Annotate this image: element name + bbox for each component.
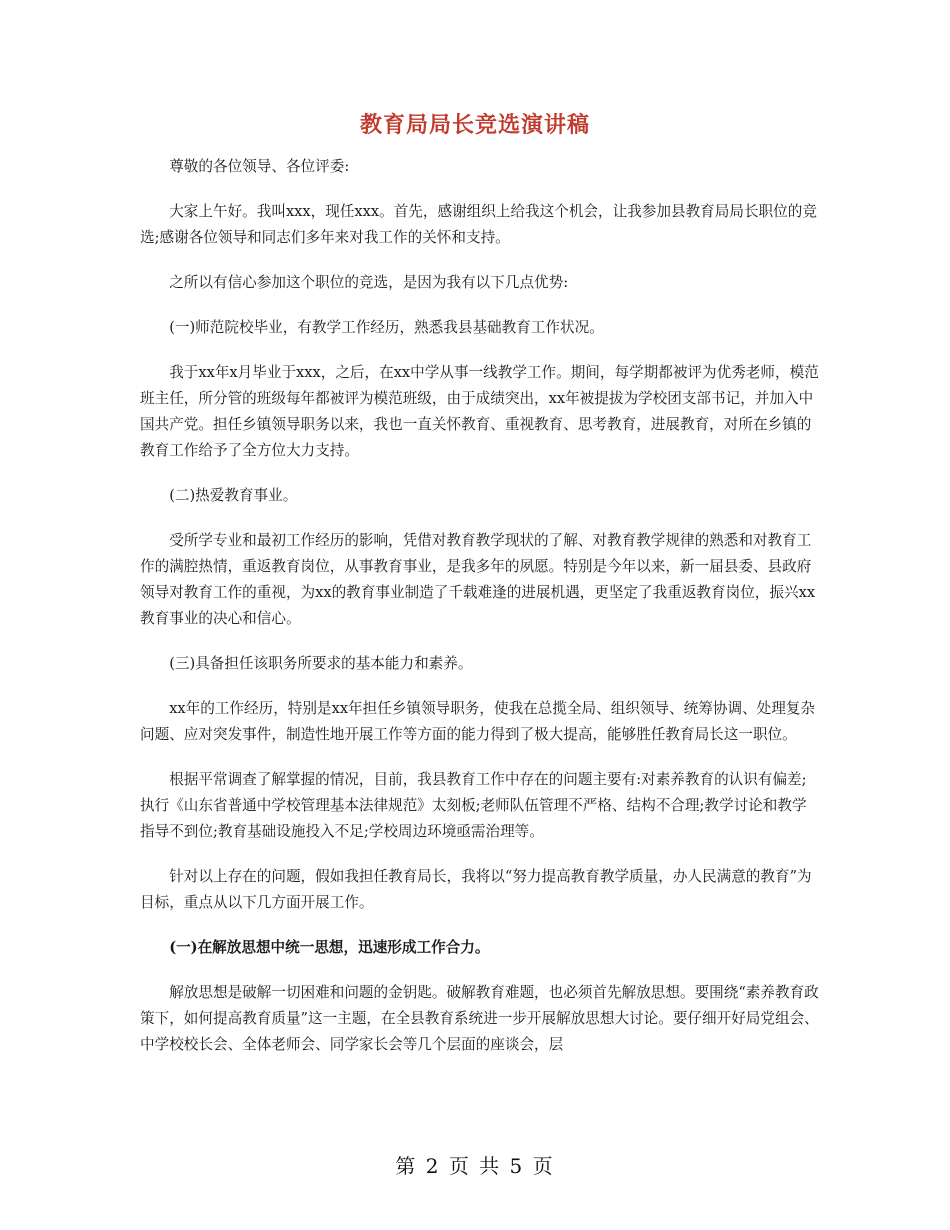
paragraph-advantages-intro: 之所以有信心参加这个职位的竞选，是因为我有以下几点优势: — [169, 274, 569, 291]
paragraph-experience: 我于xx年x月毕业于xxx，之后，在xx中学从事一线教学工作。期间，每学期都被评为优秀老师，模范班主任，所分管的班级每年都被评为模范班级，由于成绩突出，xx年被提拔为学校团支部书记，并加入中国共产党。担任乡镇领导职务以来，我也一直关怀教育、重视教育、思考教育，进展教育，对所在乡镇的教育工作给予了全方位大力支持。 — [140, 364, 819, 459]
section-heading-bold: (一)在解放思想中统一思想，迅速形成工作合力。 — [169, 939, 490, 956]
document-body — [140, 154, 820, 1077]
paragraph-ability: xx年的工作经历，特别是xx年担任乡镇领导职务，使我在总揽全局、组织领导、统筹协调、处理复杂问题、应对突发事件，制造性地开展工作等方面的能力得到了极大提高，能够胜任教育局长这一职位。 — [140, 700, 816, 743]
section-heading-3: (三)具备担任该职务所要求的基本能力和素养。 — [169, 655, 473, 672]
paragraph-emancipate: 解放思想是破解一切困难和问题的金钥匙。破解教育难题，也必须首先解放思想。要围绕“素养教育政策下，如何提高教育质量”这一主题，在全县教育系统进一步开展解放思想大讨论。要仔细开好局党组会、中学校校长会、全体老师会、同学家长会等几个层面的座谈会，层 — [140, 984, 819, 1053]
salutation: 尊敬的各位领导、各位评委: — [169, 158, 350, 175]
document-title: 教育局局长竞选演讲稿 — [359, 113, 590, 138]
paragraph-passion: 受所学专业和最初工作经历的影响，凭借对教育教学现状的了解、对教育教学规律的熟悉和对教育工作的满腔热情，重返教育岗位，从事教育事业，是我多年的夙愿。特别是今年以来，新一届县委、县政府领导对教育工作的重视，为xx的教育事业制造了千载难逢的进展机遇，更坚定了我重返教育岗位，振兴xx教育事业的决心和信心。 — [140, 532, 816, 627]
page-footer: 第 2 页 共 5 页 — [395, 1154, 555, 1178]
paragraph-goal: 针对以上存在的问题，假如我担任教育局长，我将以“努力提高教育教学质量，办人民满意的教育”为目标，重点从以下几方面开展工作。 — [140, 868, 812, 911]
section-heading-1: (一)师范院校毕业，有教学工作经历，熟悉我县基础教育工作状况。 — [169, 319, 604, 336]
paragraph-problems: 根据平常调查了解掌握的情况，目前，我县教育工作中存在的问题主要有:对素养教育的认识有偏差;执行《山东省普通中学校管理基本法律规范》太刻板;老师队伍管理不严格、结构不合理;教学讨论和教学指导不到位;教育基础设施投入不足;学校周边环境亟需治理等。 — [140, 771, 807, 840]
paragraph-greeting: 大家上午好。我叫xxx，现任xxx。首先，感谢组织上给我这个机会，让我参加县教育局局长职位的竞选;感谢各位领导和同志们多年来对我工作的关怀和支持。 — [140, 203, 817, 246]
section-heading-2: (二)热爱教育事业。 — [169, 487, 298, 504]
